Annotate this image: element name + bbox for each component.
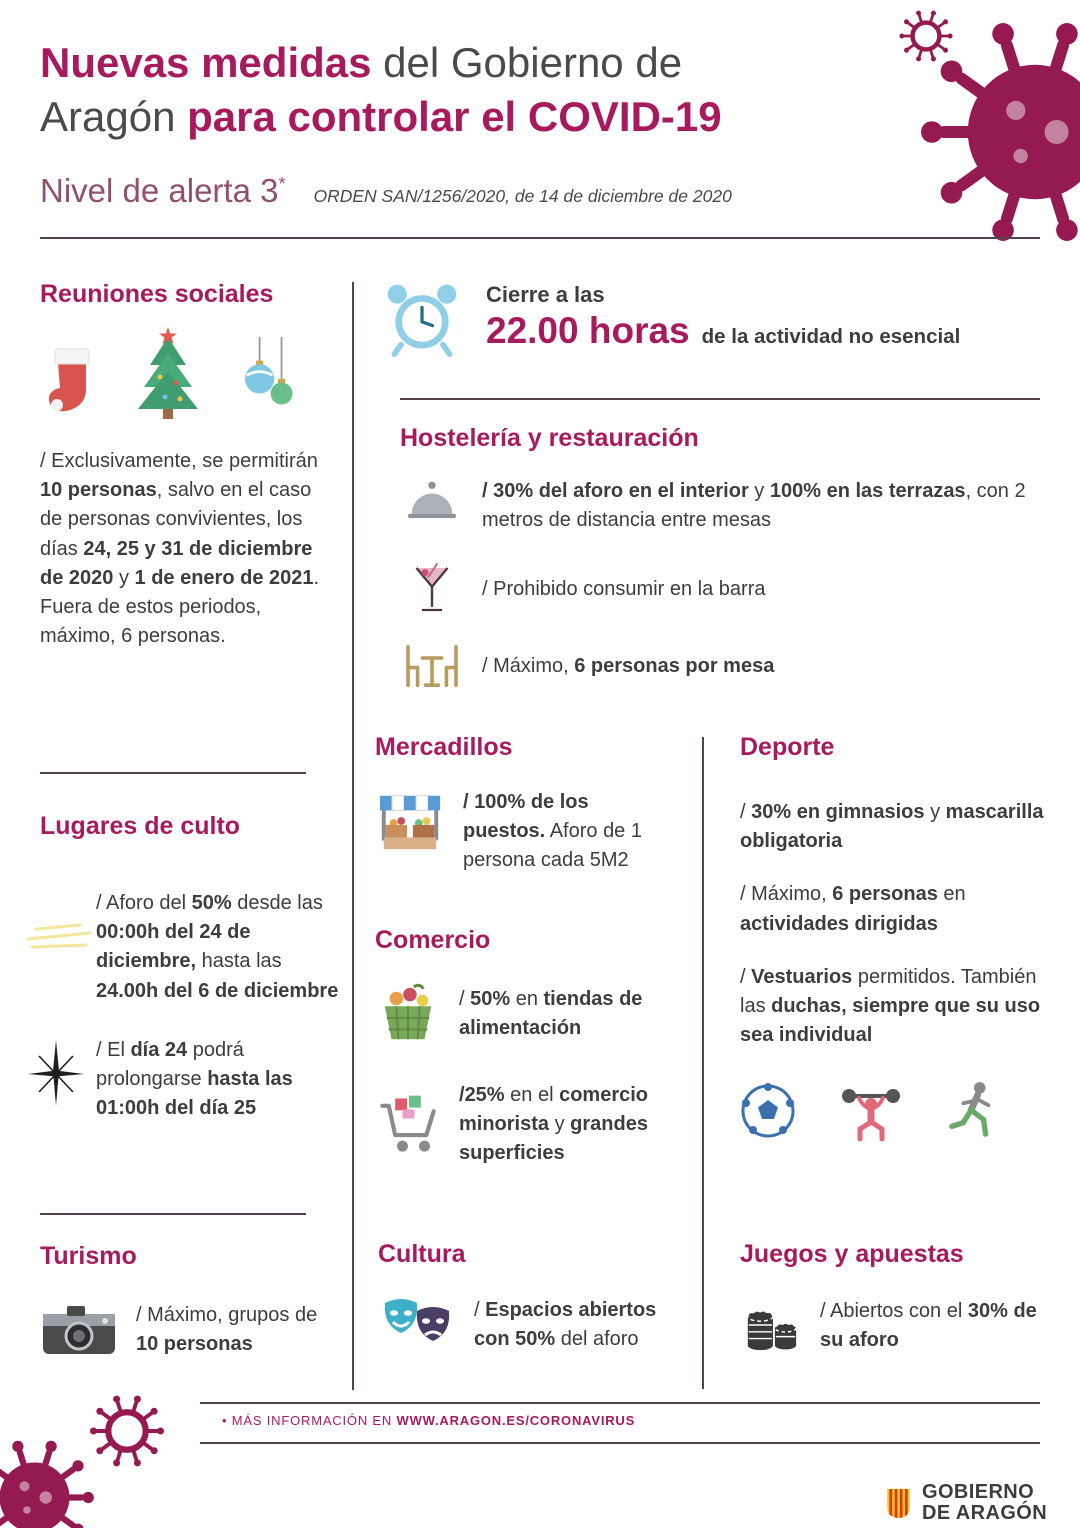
juegos-text: / Abiertos con el 30% de su aforo bbox=[820, 1300, 1037, 1352]
cultura-text: / Espacios abiertos con 50% del aforo bbox=[474, 1298, 657, 1350]
comercio-text-1: / 50% en tiendas de alimentación bbox=[459, 987, 643, 1039]
cierre-time: 22.00 horas bbox=[486, 310, 690, 351]
cierre-line-2 bbox=[486, 310, 960, 352]
hosteleria-item-1 bbox=[400, 477, 1045, 535]
culto-text-1: / Aforo del 50% desde las 00:00h del 24 de diciembre, hasta las 24.00h del 6 de diciembre bbox=[96, 892, 339, 1002]
running-icon bbox=[946, 1080, 1000, 1142]
section-title: Cultura bbox=[378, 1240, 466, 1268]
title-line-1: Nuevas medidas del Gobierno de bbox=[40, 39, 683, 86]
footer-divider-top bbox=[200, 1402, 1040, 1404]
soccer-ball-icon bbox=[740, 1083, 796, 1139]
cierre-line-1: Cierre a las bbox=[486, 282, 605, 307]
section-title: Lugares de culto bbox=[40, 812, 241, 840]
alert-asterisk: * bbox=[278, 174, 286, 194]
title-line-2: Aragón para controlar el COVID-19 bbox=[40, 92, 722, 140]
grocery-basket-icon bbox=[375, 983, 441, 1045]
poker-chips-icon bbox=[740, 1298, 802, 1354]
order-reference: ORDEN SAN/1256/2020, de 14 de diciembre de 2020 bbox=[313, 186, 732, 206]
turismo-item bbox=[40, 1301, 342, 1359]
reuniones-text: / Exclusivamente, se permitirán 10 personas, salvo en el caso de personas convivientes, los días 24, 25 y 31 de diciembre de 2020 y 1 de enero de 2021. Fuera de estos periodos, máximo, 6 personas. bbox=[40, 450, 320, 648]
culto-item-1 bbox=[40, 889, 342, 1006]
camera-icon bbox=[40, 1302, 118, 1358]
market-stall-icon bbox=[375, 788, 445, 856]
header-divider bbox=[40, 237, 1040, 239]
footer-divider-bottom bbox=[200, 1442, 1040, 1444]
logo-text: GOBIERNO DE ARAGÓN bbox=[922, 1481, 1048, 1524]
deporte-text-2: / Máximo, 6 personas en actividades dirigidas bbox=[740, 883, 966, 935]
comercio-item-1 bbox=[375, 983, 693, 1045]
section-title: Reuniones sociales bbox=[40, 280, 274, 308]
hosteleria-text-2: / Prohibido consumir en la barra bbox=[482, 577, 766, 600]
gobierno-aragon-logo bbox=[885, 1482, 1047, 1524]
cierre-text bbox=[486, 278, 960, 358]
weightlifting-icon bbox=[838, 1080, 904, 1142]
divider bbox=[40, 1213, 306, 1215]
comercio-item-2 bbox=[375, 1081, 693, 1169]
aragon-flag-icon bbox=[885, 1487, 912, 1520]
hosteleria-item-2 bbox=[400, 559, 1045, 619]
culto-item-2 bbox=[40, 1036, 342, 1124]
serving-dish-icon bbox=[400, 477, 464, 523]
shopping-cart-icon bbox=[375, 1088, 441, 1162]
section-cierre bbox=[382, 278, 1042, 358]
hosteleria-text-1: / 30% del aforo en el interior y 100% en las terrazas, con 2 metros de distancia entre mesas bbox=[482, 480, 1026, 532]
bullet: • bbox=[222, 1413, 228, 1428]
section-title: Hostelería y restauración bbox=[400, 424, 699, 452]
christmas-icons-row bbox=[40, 325, 336, 423]
comercio-text-2: /25% en el comercio minorista y grandes superficies bbox=[459, 1084, 649, 1165]
section-title: Turismo bbox=[40, 1242, 137, 1270]
turismo-text: / Máximo, grupos de 10 personas bbox=[136, 1304, 318, 1356]
section-hosteleria bbox=[400, 424, 1045, 689]
cocktail-icon bbox=[400, 559, 464, 619]
vertical-divider-left bbox=[352, 282, 354, 1390]
section-deporte bbox=[740, 733, 1046, 1142]
christmas-stocking-icon bbox=[40, 343, 102, 423]
footer-info-text: MÁS INFORMACIÓN EN bbox=[231, 1413, 397, 1428]
christmas-ornaments-icon bbox=[234, 333, 298, 423]
footer-info bbox=[222, 1413, 635, 1428]
virus-icon bbox=[915, 12, 1080, 252]
section-title: Juegos y apuestas bbox=[740, 1240, 964, 1268]
deporte-text-3: / Vestuarios permitidos. También las duchas, siempre que su uso sea individual bbox=[740, 965, 1041, 1047]
page-title bbox=[40, 36, 880, 144]
section-title: Comercio bbox=[375, 926, 491, 954]
deporte-text-1: / 30% en gimnasios y mascarilla obligatoria bbox=[740, 801, 1044, 853]
star-icon bbox=[26, 1040, 86, 1106]
culto-text-2: / El día 24 podrá prolongarse hasta las 01:00h del día 25 bbox=[96, 1038, 293, 1120]
hosteleria-item-3 bbox=[400, 643, 1045, 689]
juegos-item bbox=[740, 1297, 1052, 1355]
section-reuniones-sociales bbox=[40, 280, 336, 651]
section-juegos-apuestas bbox=[740, 1240, 1052, 1355]
table-chairs-icon bbox=[400, 643, 464, 689]
section-mercadillos bbox=[375, 733, 683, 876]
section-comercio bbox=[375, 926, 693, 1169]
mercadillos-text: / 100% de los puestos. Aforo de 1 persona cada 5M2 bbox=[463, 791, 642, 872]
vertical-divider-right bbox=[702, 737, 704, 1389]
divider bbox=[400, 398, 1040, 400]
christmas-tree-icon bbox=[130, 327, 206, 423]
virus-icon bbox=[0, 1435, 97, 1528]
theater-masks-icon bbox=[378, 1295, 456, 1355]
section-turismo bbox=[40, 1242, 342, 1359]
section-lugares-de-culto bbox=[40, 812, 342, 1123]
alarm-clock-icon bbox=[382, 278, 462, 358]
section-cultura bbox=[378, 1240, 690, 1355]
divider bbox=[40, 772, 306, 774]
cierre-tail: de la actividad no esencial bbox=[701, 325, 961, 348]
cultura-item bbox=[378, 1295, 690, 1355]
section-title: Mercadillos bbox=[375, 733, 513, 761]
virus-icon bbox=[88, 1392, 166, 1470]
sport-icons-row bbox=[740, 1080, 1046, 1142]
alert-level: Nivel de alerta 3* bbox=[40, 172, 286, 209]
footer-url-link[interactable]: WWW.ARAGON.ES/CORONAVIRUS bbox=[396, 1413, 636, 1428]
section-title: Deporte bbox=[740, 733, 835, 761]
mercadillos-item bbox=[375, 788, 683, 876]
hosteleria-text-3: / Máximo, 6 personas por mesa bbox=[482, 654, 775, 677]
sun-icon bbox=[26, 915, 96, 959]
alert-level-row bbox=[40, 172, 732, 210]
